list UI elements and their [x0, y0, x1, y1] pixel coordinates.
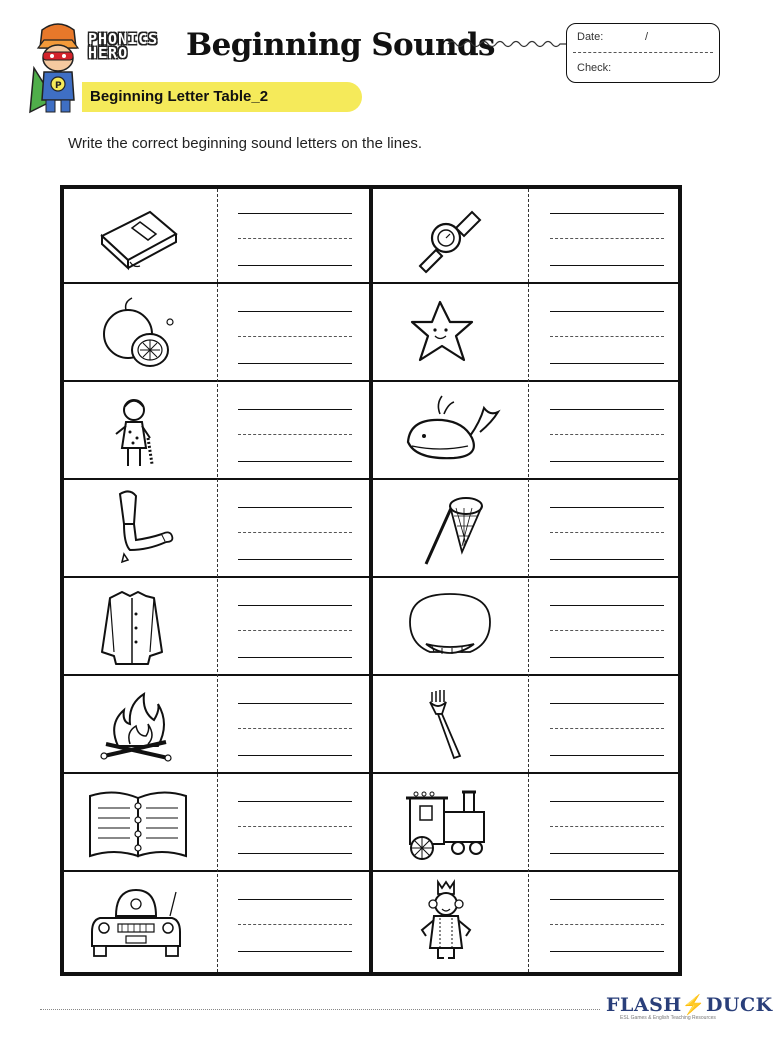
writing-lines[interactable] [550, 798, 664, 858]
row-divider [60, 478, 682, 480]
picture-cell [70, 582, 210, 670]
picture-cell [380, 288, 520, 376]
picture-cell [70, 190, 210, 278]
writing-lines[interactable] [550, 602, 664, 662]
picture-cell [380, 778, 520, 866]
fire-icon [70, 680, 210, 768]
writing-lines[interactable] [238, 896, 352, 956]
writing-lines[interactable] [550, 700, 664, 760]
writing-lines[interactable] [238, 602, 352, 662]
picture-cell [70, 288, 210, 376]
column-dashed-divider [217, 189, 218, 972]
train-icon [380, 778, 520, 866]
mouth-icon [380, 582, 520, 670]
writing-lines[interactable] [238, 798, 352, 858]
picture-cell [380, 386, 520, 474]
writing-lines[interactable] [238, 210, 352, 270]
fork-icon [380, 680, 520, 768]
writing-lines[interactable] [550, 308, 664, 368]
writing-lines[interactable] [238, 700, 352, 760]
logo-tagline: ESL Games & English Teaching Resources [620, 1015, 716, 1021]
column-dashed-divider [528, 189, 529, 972]
coat-icon [70, 582, 210, 670]
watch-icon [380, 190, 520, 278]
taxi-icon [70, 876, 210, 964]
svg-text:P: P [55, 81, 62, 91]
page-title: Beginning Sounds [186, 27, 495, 63]
brand-logo [88, 32, 184, 60]
brand-top-text: PHONICS [88, 30, 159, 48]
phonics-hero-mascot-icon [28, 20, 88, 114]
arm-icon [70, 484, 210, 572]
logo-left-text: FLASH [606, 994, 682, 1016]
flashduck-logo [606, 993, 773, 1016]
writing-lines[interactable] [238, 504, 352, 564]
row-divider [60, 870, 682, 872]
date-separator [573, 52, 713, 53]
row-divider [60, 282, 682, 284]
girl-icon [70, 386, 210, 474]
writing-lines[interactable] [550, 406, 664, 466]
row-divider [60, 380, 682, 382]
picture-cell [380, 680, 520, 768]
worksheet-table [60, 185, 682, 976]
net-icon [380, 484, 520, 572]
picture-cell [70, 386, 210, 474]
picture-cell [70, 484, 210, 572]
squiggle-line-icon [448, 37, 566, 51]
center-divider [369, 185, 373, 976]
picture-cell [70, 778, 210, 866]
star-icon [380, 288, 520, 376]
writing-lines[interactable] [550, 210, 664, 270]
picture-cell [380, 876, 520, 964]
writing-lines[interactable] [238, 406, 352, 466]
date-slash: / [645, 31, 649, 43]
picture-cell [380, 190, 520, 278]
picture-cell [380, 484, 520, 572]
writing-lines[interactable] [238, 308, 352, 368]
king-icon [380, 876, 520, 964]
brand-bottom-text: HERO [88, 44, 129, 62]
writing-lines[interactable] [550, 504, 664, 564]
writing-lines[interactable] [550, 896, 664, 956]
book-open-icon [70, 778, 210, 866]
subtitle: Beginning Letter Table_2 [90, 88, 269, 105]
picture-cell [380, 582, 520, 670]
picture-cell [70, 680, 210, 768]
picture-cell [70, 876, 210, 964]
date-label: Date: [577, 31, 604, 43]
book-closed-icon [70, 190, 210, 278]
orange-icon [70, 288, 210, 376]
logo-right-text: DUCK [705, 994, 773, 1016]
footer-dotted-line [40, 1009, 600, 1010]
instruction-text: Write the correct beginning sound letters on the lines. [68, 135, 423, 152]
row-divider [60, 674, 682, 676]
row-divider [60, 576, 682, 578]
check-label: Check: [577, 62, 612, 74]
row-divider [60, 772, 682, 774]
date-check-box [566, 23, 720, 83]
lightning-bolt-icon: ⚡ [681, 994, 706, 1016]
whale-icon [380, 386, 520, 474]
